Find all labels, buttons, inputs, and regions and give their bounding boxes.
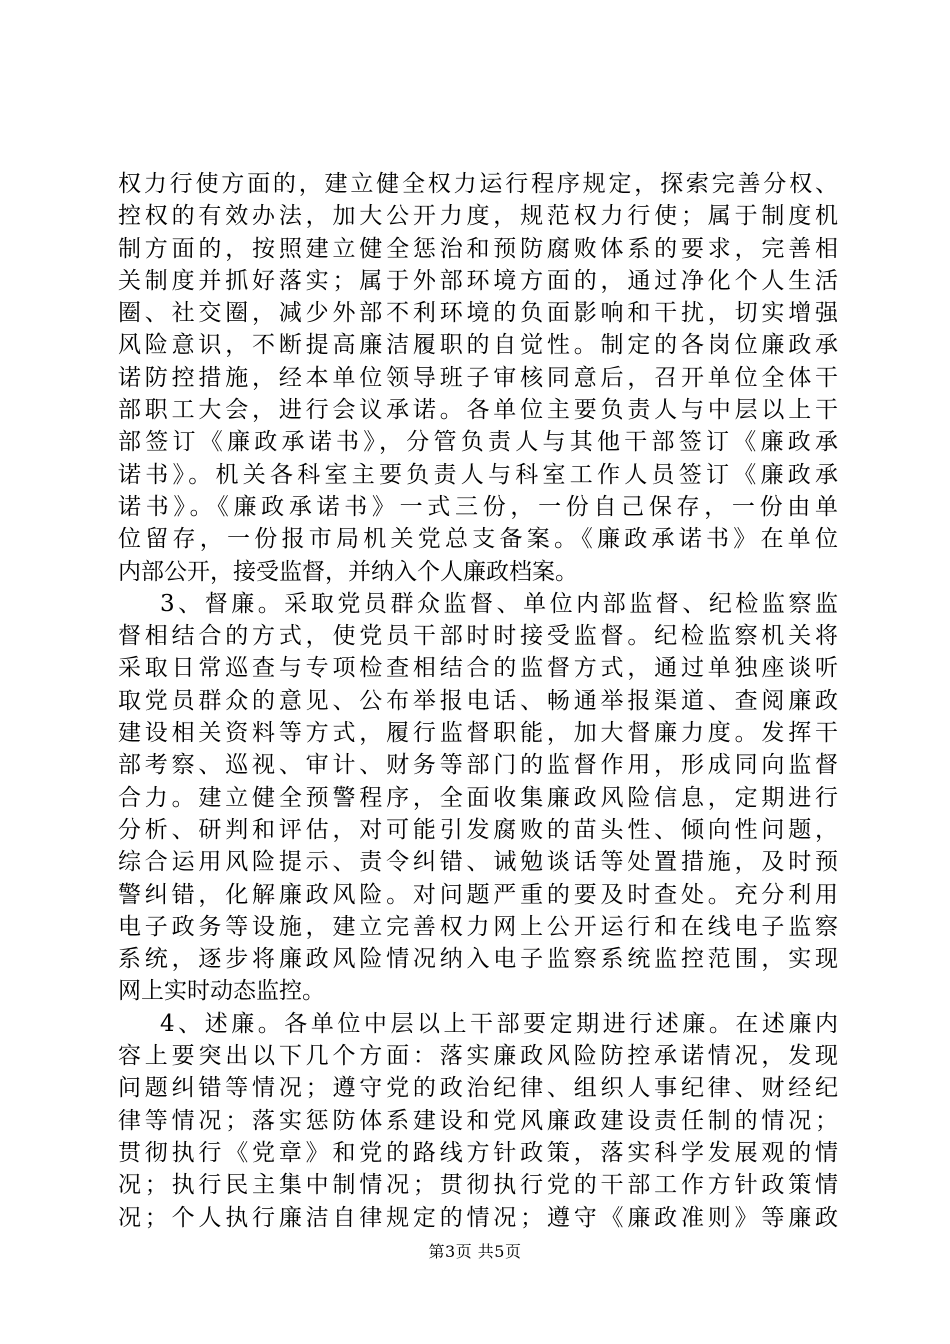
- text-line: 部考察、巡视、审计、财务等部门的监督作用，形成同向监督: [118, 752, 838, 779]
- text-line: 综合运用风险提示、责令纠错、诫勉谈话等处置措施，及时预: [118, 849, 838, 876]
- text-line: 况；个人执行廉洁自律规定的情况；遵守《廉政准则》等廉政: [118, 1204, 838, 1231]
- text-line: 诺防控措施，经本单位领导班子审核同意后，召开单位全体干: [118, 364, 838, 391]
- text-line: 网上实时动态监控。: [118, 978, 325, 1005]
- text-line: 权力行使方面的，建立健全权力运行程序规定，探索完善分权、: [118, 171, 838, 197]
- text-line: 电子政务等设施，建立完善权力网上公开运行和在线电子监察: [118, 913, 838, 940]
- text-line: 采取日常巡查与专项检查相结合的监督方式，通过单独座谈听: [118, 655, 838, 682]
- text-line: 况；执行民主集中制情况；贯彻执行党的干部工作方针政策情: [118, 1172, 838, 1199]
- text-line: 诺书》。机关各科室主要负责人与科室工作人员签订《廉政承: [118, 461, 838, 488]
- document-body: [118, 168, 838, 1234]
- paragraph-heading-line: 3、督廉。采取党员群众监督、单位内部监督、纪检监察监: [160, 590, 838, 617]
- text-line: 问题纠错等情况；遵守党的政治纪律、组织人事纪律、财经纪: [118, 1075, 838, 1102]
- text-line: 诺书》。《廉政承诺书》一式三份，一份自己保存，一份由单: [118, 493, 838, 520]
- text-line: 部签订《廉政承诺书》，分管负责人与其他干部签订《廉政承: [118, 429, 838, 456]
- text-line: 容上要突出以下几个方面：落实廉政风险防控承诺情况，发现: [118, 1043, 838, 1070]
- text-line: 位留存，一份报市局机关党总支备案。《廉政承诺书》在单位: [118, 526, 838, 553]
- page-footer: [0, 1242, 950, 1262]
- text-line: 圈、社交圈，减少外部不利环境的负面影响和干扰，切实增强: [118, 300, 838, 327]
- text-line: 合力。建立健全预警程序，全面收集廉政风险信息，定期进行: [118, 784, 838, 811]
- text-line: 取党员群众的意见、公布举报电话、畅通举报渠道、查阅廉政: [118, 687, 838, 714]
- text-line: 警纠错，化解廉政风险。对问题严重的要及时查处。充分利用: [118, 881, 838, 908]
- text-line: 部职工大会，进行会议承诺。各单位主要负责人与中层以上干: [118, 397, 838, 424]
- text-line: 风险意识，不断提高廉洁履职的自觉性。制定的各岗位廉政承: [118, 332, 838, 359]
- paragraph-heading-line: 4、述廉。各单位中层以上干部要定期进行述廉。在述廉内: [160, 1010, 838, 1037]
- text-line: 制方面的，按照建立健全惩治和预防腐败体系的要求，完善相: [118, 235, 838, 262]
- text-line: 督相结合的方式，使党员干部时时接受监督。纪检监察机关将: [118, 623, 838, 650]
- text-line: 控权的有效办法，加大公开力度，规范权力行使；属于制度机: [118, 203, 838, 230]
- text-line: 律等情况；落实惩防体系建设和党风廉政建设责任制的情况；: [118, 1107, 838, 1134]
- text-line: 贯彻执行《党章》和党的路线方针政策，落实科学发展观的情: [118, 1139, 838, 1166]
- text-line: 内部公开，接受监督，并纳入个人廉政档案。: [118, 558, 578, 585]
- text-line: 关制度并抓好落实；属于外部环境方面的，通过净化个人生活: [118, 267, 838, 294]
- text-line: 系统，逐步将廉政风险情况纳入电子监察系统监控范围，实现: [118, 946, 838, 973]
- page-number-label: 第3页 共5页: [428, 1242, 522, 1261]
- text-line: 分析、研判和评估，对可能引发腐败的苗头性、倾向性问题，: [118, 816, 838, 843]
- text-line: 建设相关资料等方式，履行监督职能，加大督廉力度。发挥干: [118, 720, 838, 747]
